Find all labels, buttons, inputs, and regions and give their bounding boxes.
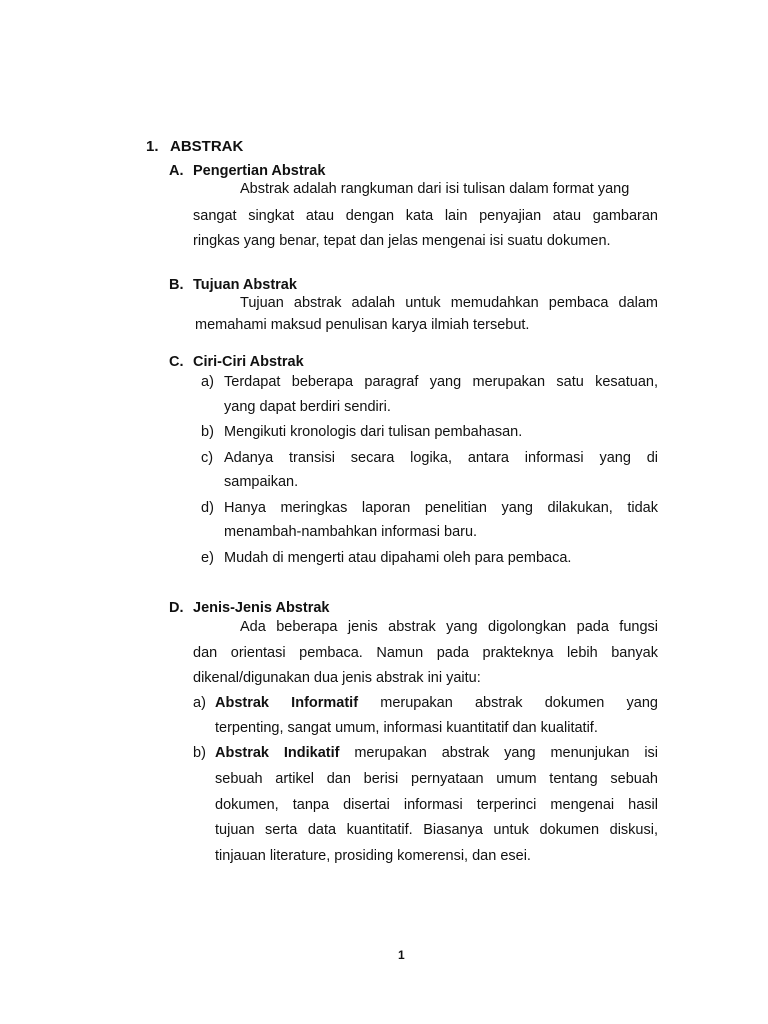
section-c-heading: Ciri-Ciri Abstrak bbox=[193, 354, 304, 370]
list-item-text: Hanya meringkas laporan penelitian yang dilakukan, tidak bbox=[224, 500, 658, 516]
list-item-text-cont: sebuah artikel dan berisi pernyataan umum tentang sebuah bbox=[215, 771, 658, 787]
list-item-text: Adanya transisi secara logika, antara informasi yang di bbox=[224, 450, 658, 466]
section-b-line-2: memahami maksud penulisan karya ilmiah tersebut. bbox=[195, 317, 530, 333]
section-d-line-1: Ada beberapa jenis abstrak yang digolongkan pada fungsi bbox=[240, 619, 658, 635]
list-item-marker: b) bbox=[201, 424, 214, 440]
term-abstrak-indikatif: Abstrak Indikatif bbox=[215, 745, 340, 761]
section-b-heading: Tujuan Abstrak bbox=[193, 277, 297, 293]
heading-number: 1. bbox=[146, 138, 159, 155]
list-item-text-cont: tinjauan literature, prosiding komerensi, dan esei. bbox=[215, 848, 531, 864]
list-item-text-cont: sampaikan. bbox=[224, 474, 299, 490]
list-item-text bbox=[215, 745, 658, 761]
list-item-text: Mudah di mengerti atau dipahami oleh para pembaca. bbox=[224, 550, 572, 566]
section-a-line-2: sangat singkat atau dengan kata lain penyajian atau gambaran bbox=[193, 208, 658, 224]
list-item-text bbox=[215, 695, 658, 711]
list-item-marker: a) bbox=[201, 374, 214, 390]
section-a-line-3: ringkas yang benar, tepat dan jelas mengenai isi suatu dokumen. bbox=[193, 233, 611, 249]
list-item-text-cont: yang dapat berdiri sendiri. bbox=[224, 399, 391, 415]
section-b-line-1: Tujuan abstrak adalah untuk memudahkan pembaca dalam bbox=[240, 295, 658, 311]
list-item-marker: e) bbox=[201, 550, 214, 566]
list-item-text-cont: menambah-nambahkan informasi baru. bbox=[224, 524, 478, 540]
list-item-marker: a) bbox=[193, 695, 206, 711]
list-item-marker: c) bbox=[201, 450, 214, 466]
section-a-letter: A. bbox=[169, 163, 184, 179]
section-a-line-1: Abstrak adalah rangkuman dari isi tulisan dalam format yang bbox=[240, 181, 630, 197]
section-b-letter: B. bbox=[169, 277, 184, 293]
list-item-text-cont: terpenting, sangat umum, informasi kuantitatif dan kualitatif. bbox=[215, 720, 598, 736]
list-item-text: Mengikuti kronologis dari tulisan pembahasan. bbox=[224, 424, 523, 440]
section-d-letter: D. bbox=[169, 600, 184, 616]
section-a-heading: Pengertian Abstrak bbox=[193, 163, 326, 179]
list-item-text-cont: dokumen, tanpa disertai informasi terperinci mengenai hasil bbox=[215, 797, 658, 813]
section-d-line-2: dan orientasi pembaca. Namun pada prakteknya lebih banyak bbox=[193, 645, 658, 661]
term-description: merupakan abstrak yang menunjukan isi bbox=[354, 745, 659, 761]
term-description: merupakan abstrak dokumen yang bbox=[380, 695, 658, 711]
term-abstrak-informatif: Abstrak Informatif bbox=[215, 695, 359, 711]
section-d-line-3: dikenal/digunakan dua jenis abstrak ini yaitu: bbox=[193, 670, 481, 686]
section-d-heading: Jenis-Jenis Abstrak bbox=[193, 600, 330, 616]
section-c-letter: C. bbox=[169, 354, 184, 370]
list-item-marker: b) bbox=[193, 745, 206, 761]
page-title: ABSTRAK bbox=[170, 138, 244, 155]
list-item-text-cont: tujuan serta data kuantitatif. Biasanya untuk dokumen diskusi, bbox=[215, 822, 658, 838]
page-number: 1 bbox=[398, 948, 405, 962]
list-item-text: Terdapat beberapa paragraf yang merupakan satu kesatuan, bbox=[224, 374, 658, 390]
list-item-marker: d) bbox=[201, 500, 214, 516]
